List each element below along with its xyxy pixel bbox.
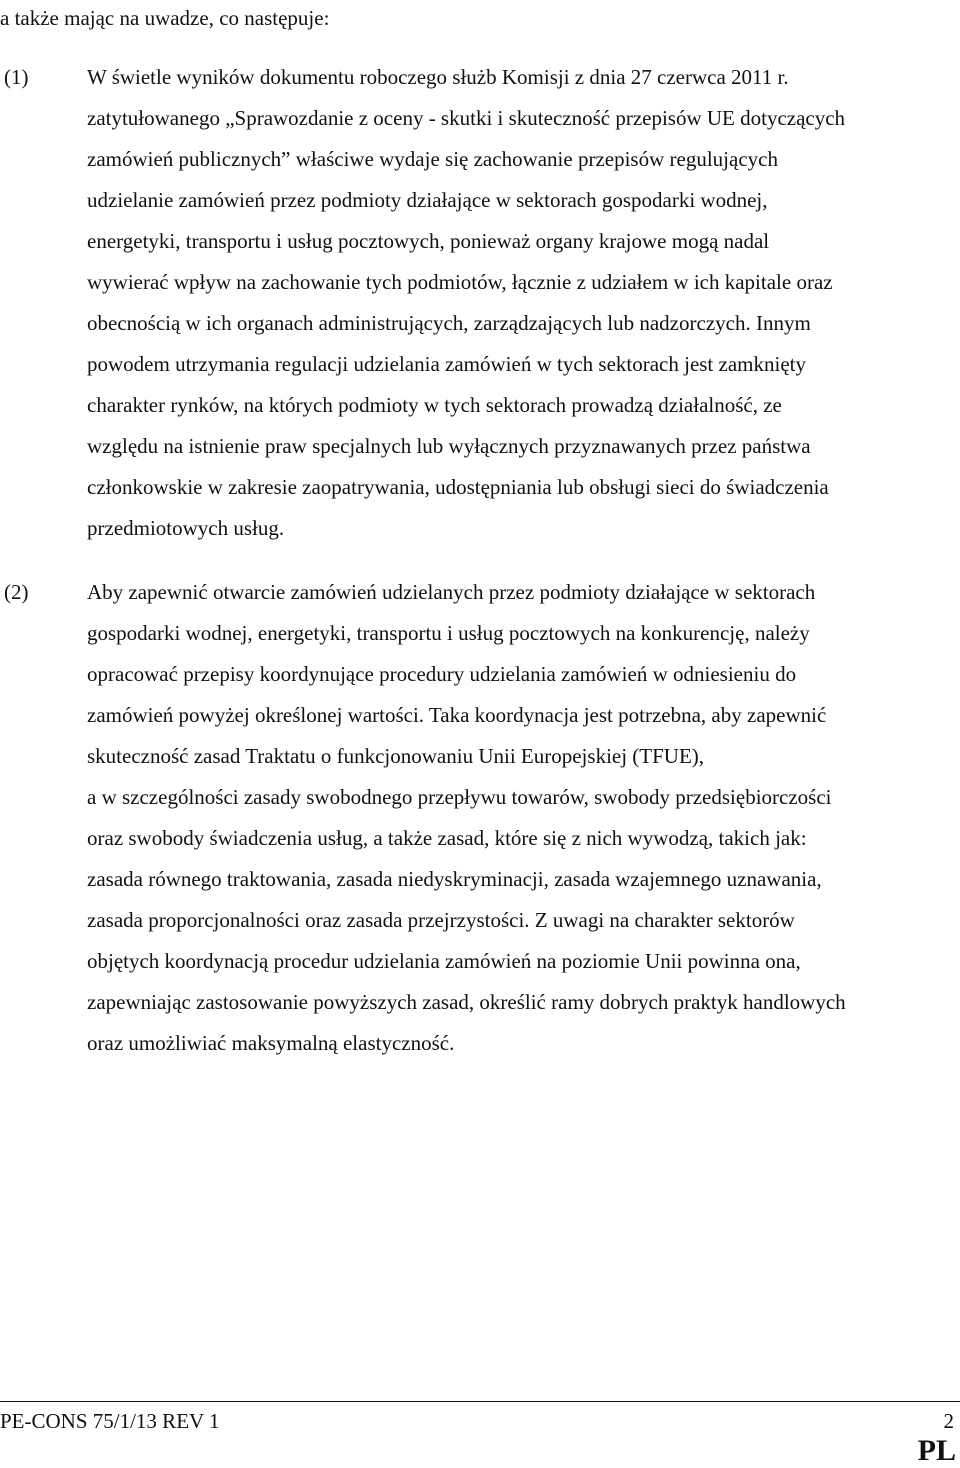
text-line: oraz swobody świadczenia usług, a także zasad, które się z nich wywodzą, takich jak: xyxy=(87,826,807,850)
text-line: a w szczególności zasady swobodnego przepływu towarów, swobody przedsiębiorczości xyxy=(87,785,832,809)
recital-number: (1) xyxy=(4,65,29,89)
text-line: energetyki, transportu i usług pocztowych, ponieważ organy krajowe mogą nadal xyxy=(87,229,770,253)
text-line: udzielanie zamówień przez podmioty działające w sektorach gospodarki wodnej, xyxy=(87,188,768,212)
text-line: obecnością w ich organach administrujących, zarządzających lub nadzorczych. Innym xyxy=(87,311,811,335)
text-line: zamówień publicznych” właściwe wydaje się zachowanie przepisów regulujących xyxy=(87,147,778,171)
text-line: W świetle wyników dokumentu roboczego służb Komisji z dnia 27 czerwca 2011 r. xyxy=(87,65,789,89)
recital-body xyxy=(87,572,846,1064)
intro-text: a także mając na uwadze, co następuje: xyxy=(0,6,330,30)
text-line: skuteczność zasad Traktatu o funkcjonowaniu Unii Europejskiej (TFUE), xyxy=(87,744,705,768)
text-line: charakter rynków, na których podmioty w tych sektorach prowadzą działalność, ze xyxy=(87,393,782,417)
footer-divider xyxy=(0,1401,960,1402)
text-line: gospodarki wodnej, energetyki, transportu i usług pocztowych na konkurencję, należy xyxy=(87,621,810,645)
text-line: oraz umożliwiać maksymalną elastyczność. xyxy=(87,1031,455,1055)
text-line: wywierać wpływ na zachowanie tych podmiotów, łącznie z udziałem w ich kapitale oraz xyxy=(87,270,833,294)
text-line: zasada proporcjonalności oraz zasada przejrzystości. Z uwagi na charakter sektorów xyxy=(87,908,795,932)
text-line: przedmiotowych usług. xyxy=(87,516,285,540)
text-line: zamówień powyżej określonej wartości. Taka koordynacja jest potrzebna, aby zapewnić xyxy=(87,703,827,727)
text-line: objętych koordynacją procedur udzielania zamówień na poziomie Unii powinna ona, xyxy=(87,949,801,973)
text-line: zatytułowanego „Sprawozdanie z oceny - skutki i skuteczność przepisów UE dotyczących xyxy=(87,106,846,130)
text-line: powodem utrzymania regulacji udzielania zamówień w tych sektorach jest zamknięty xyxy=(87,352,806,376)
text-line: Aby zapewnić otwarcie zamówień udzielanych przez podmioty działające w sektorach xyxy=(87,580,816,604)
language-code: PL xyxy=(917,1434,956,1467)
recital-body xyxy=(87,57,845,549)
text-line: opracować przepisy koordynujące procedury udzielania zamówień w odniesieniu do xyxy=(87,662,797,686)
text-line: względu na istnienie praw specjalnych lub wyłącznych przyznawanych przez państwa xyxy=(87,434,811,458)
page-number: 2 xyxy=(943,1409,954,1433)
text-line: członkowskie w zakresie zaopatrywania, udostępniania lub obsługi sieci do świadczenia xyxy=(87,475,829,499)
text-line: zapewniając zastosowanie powyższych zasad, określić ramy dobrych praktyk handlowych xyxy=(87,990,846,1014)
recital-number: (2) xyxy=(4,580,29,604)
document-reference: PE-CONS 75/1/13 REV 1 xyxy=(0,1409,220,1433)
text-line: zasada równego traktowania, zasada niedyskryminacji, zasada wzajemnego uznawania, xyxy=(87,867,822,891)
